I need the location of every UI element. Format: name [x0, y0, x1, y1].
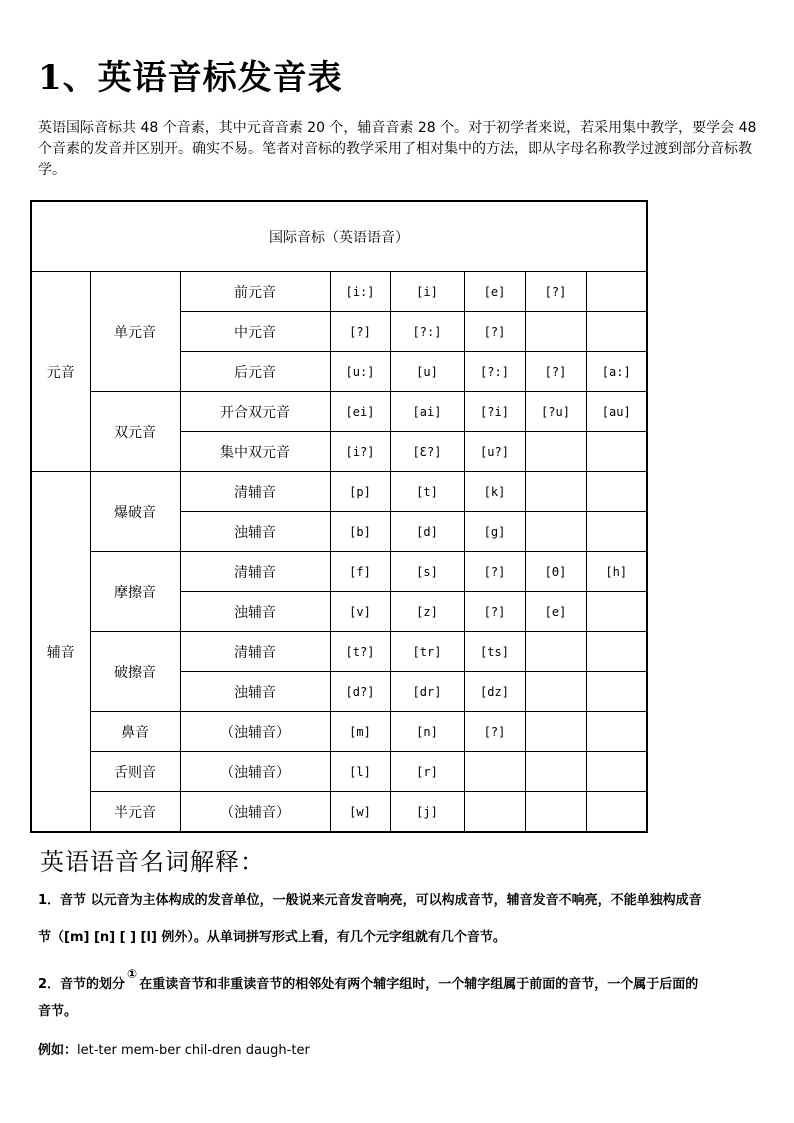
phonetic-symbol-cell: [k]	[464, 472, 525, 512]
phonetic-symbol-cell: [a:]	[586, 352, 647, 392]
phonetic-symbol-cell: [?:]	[464, 352, 525, 392]
phonetic-symbol-cell: [ai]	[390, 392, 464, 432]
row-label: 清辅音	[180, 472, 330, 512]
phonetic-symbol-cell	[586, 592, 647, 632]
row-label: 清辅音	[180, 552, 330, 592]
table-row	[31, 712, 647, 752]
phonetic-symbol-cell: [ei]	[330, 392, 390, 432]
phonetic-symbol-cell: [m]	[330, 712, 390, 752]
phonetic-symbol-cell: [i:]	[330, 272, 390, 312]
phonetic-symbol-cell: [dz]	[464, 672, 525, 712]
example-line	[38, 1039, 310, 1058]
phonetic-symbol-cell	[525, 792, 586, 833]
phonetic-symbol-cell	[586, 472, 647, 512]
phonetic-symbol-cell: [s]	[390, 552, 464, 592]
phonetic-symbol-cell	[525, 312, 586, 352]
phonetic-symbol-cell: [t?]	[330, 632, 390, 672]
phonetic-symbol-cell: [z]	[390, 592, 464, 632]
phonetic-symbol-cell: [u:]	[330, 352, 390, 392]
phonetic-symbol-cell: [f]	[330, 552, 390, 592]
phonetic-symbol-cell: [?]	[464, 312, 525, 352]
subcategory-lateral: 舌则音	[90, 752, 180, 792]
example-label: 例如：	[38, 1043, 78, 1058]
phonetic-symbol-cell	[586, 672, 647, 712]
phonetic-symbol-cell: [g]	[464, 512, 525, 552]
phonetic-symbol-cell: [?]	[525, 352, 586, 392]
phonetic-symbol-cell	[586, 272, 647, 312]
row-label: 集中双元音	[180, 432, 330, 472]
subcategory-plosive: 爆破音	[90, 472, 180, 552]
page-title: 1、英语音标发音表	[38, 58, 343, 98]
subcategory-diphthong: 双元音	[90, 392, 180, 472]
row-label: （浊辅音）	[180, 712, 330, 752]
paragraph-part: 在重读音节和非重读音节的相邻处有两个辅字组时，一个辅字组属于前面的音节，一个属于后面的	[139, 977, 699, 992]
footnote-marker: ①	[127, 967, 138, 981]
row-label: 浊辅音	[180, 592, 330, 632]
phonetic-symbol-cell	[525, 472, 586, 512]
intro-paragraph: 英语国际音标共 48 个音素，其中元音音素 20 个，辅音音素 28 个。对于初学者来说，若采用集中教学，要学会 48 个音素的发音并区别开。确实不易。笔者对音标的教学采用了相对集中的方法，即从字母名称教学过渡到部分音标教学。	[38, 120, 757, 178]
phonetic-symbol-cell: [?]	[525, 272, 586, 312]
phonetic-symbol-cell	[586, 512, 647, 552]
phonetic-symbol-cell	[525, 432, 586, 472]
phonetic-symbol-cell: [?u]	[525, 392, 586, 432]
phonetic-symbol-cell	[525, 512, 586, 552]
row-label: 浊辅音	[180, 512, 330, 552]
phonetic-symbol-cell: [?]	[464, 552, 525, 592]
row-label: 前元音	[180, 272, 330, 312]
category-vowel: 元音	[31, 272, 90, 472]
phonetic-symbol-cell: [ts]	[464, 632, 525, 672]
phonetic-symbol-cell: [u]	[390, 352, 464, 392]
table-row	[31, 552, 647, 592]
phonetic-symbol-cell	[525, 672, 586, 712]
phonetic-symbol-cell: [Θ]	[525, 552, 586, 592]
phonetic-symbol-cell	[586, 712, 647, 752]
phonetic-symbol-cell: [w]	[330, 792, 390, 833]
phonetic-symbol-cell: [t]	[390, 472, 464, 512]
phonetic-symbol-cell: [h]	[586, 552, 647, 592]
category-consonant: 辅音	[31, 472, 90, 833]
phonetic-symbol-cell	[586, 632, 647, 672]
phonetic-symbol-cell: [e]	[525, 592, 586, 632]
phonetic-symbol-cell	[464, 752, 525, 792]
table-row	[31, 792, 647, 833]
phonetic-symbol-cell: [?]	[330, 312, 390, 352]
phonetic-symbol-cell: [j]	[390, 792, 464, 833]
row-label: 中元音	[180, 312, 330, 352]
phonetic-symbol-cell: [i?]	[330, 432, 390, 472]
phonetic-symbol-cell	[586, 432, 647, 472]
table-row	[31, 272, 647, 312]
subcategory-monophthong: 单元音	[90, 272, 180, 392]
subcategory-semivowel: 半元音	[90, 792, 180, 833]
phonetic-symbol-cell: [i]	[390, 272, 464, 312]
row-label: （浊辅音）	[180, 752, 330, 792]
row-label: 开合双元音	[180, 392, 330, 432]
phonetic-symbol-cell: [dr]	[390, 672, 464, 712]
phonetic-symbol-cell	[525, 632, 586, 672]
phonetic-symbol-cell	[586, 792, 647, 833]
row-label: 浊辅音	[180, 672, 330, 712]
phonetic-symbol-cell	[464, 792, 525, 833]
phonetic-symbol-cell: [l]	[330, 752, 390, 792]
subcategory-affricate: 破擦音	[90, 632, 180, 712]
phonetic-symbol-cell: [n]	[390, 712, 464, 752]
phonetic-symbol-cell: [?]	[464, 592, 525, 632]
phonetic-symbol-cell: [p]	[330, 472, 390, 512]
paragraph-syllable-line-2: 节（[m] [n] [ ] [l] 例外）。从单词拼写形式上看，有几个元字组就有几个音节。	[38, 930, 506, 945]
row-label: 后元音	[180, 352, 330, 392]
phonetic-symbol-cell	[586, 752, 647, 792]
phonetic-symbol-cell: [tr]	[390, 632, 464, 672]
phonetic-symbol-cell: [v]	[330, 592, 390, 632]
phonetic-symbol-cell: [?]	[464, 712, 525, 752]
phonetic-symbol-cell: [d?]	[330, 672, 390, 712]
phonetic-symbol-cell: [b]	[330, 512, 390, 552]
phonetic-symbol-cell	[586, 312, 647, 352]
paragraph-syllable-division-line-2: 音节。	[38, 1004, 78, 1019]
phonetic-table	[30, 200, 648, 833]
phonetic-symbol-cell: [?:]	[390, 312, 464, 352]
table-row	[31, 632, 647, 672]
row-label: （浊辅音）	[180, 792, 330, 833]
row-label: 清辅音	[180, 632, 330, 672]
subcategory-nasal: 鼻音	[90, 712, 180, 752]
table-header: 国际音标（英语语音）	[31, 201, 647, 272]
phonetic-symbol-cell	[525, 712, 586, 752]
phonetic-symbol-cell: [r]	[390, 752, 464, 792]
phonetic-symbol-cell	[525, 752, 586, 792]
phonetic-symbol-cell: [Ɛ?]	[390, 432, 464, 472]
phonetic-symbol-cell: [u?]	[464, 432, 525, 472]
phonetic-symbol-cell: [au]	[586, 392, 647, 432]
phonetic-symbol-cell: [e]	[464, 272, 525, 312]
subcategory-fricative: 摩擦音	[90, 552, 180, 632]
phonetic-symbol-cell: [d]	[390, 512, 464, 552]
section-heading: 英语语音名词解释：	[40, 848, 265, 876]
example-words: let-ter mem-ber chil-dren daugh-ter	[77, 1043, 310, 1058]
table-row	[31, 472, 647, 512]
paragraph-part: 2．音节的划分	[38, 977, 126, 992]
phonetic-symbol-cell: [?i]	[464, 392, 525, 432]
paragraph-syllable-line-1: 1．音节 以元音为主体构成的发音单位，一般说来元音发音响亮，可以构成音节，辅音发音不响亮，不能单独构成音	[38, 893, 702, 908]
table-row	[31, 752, 647, 792]
table-row	[31, 392, 647, 432]
